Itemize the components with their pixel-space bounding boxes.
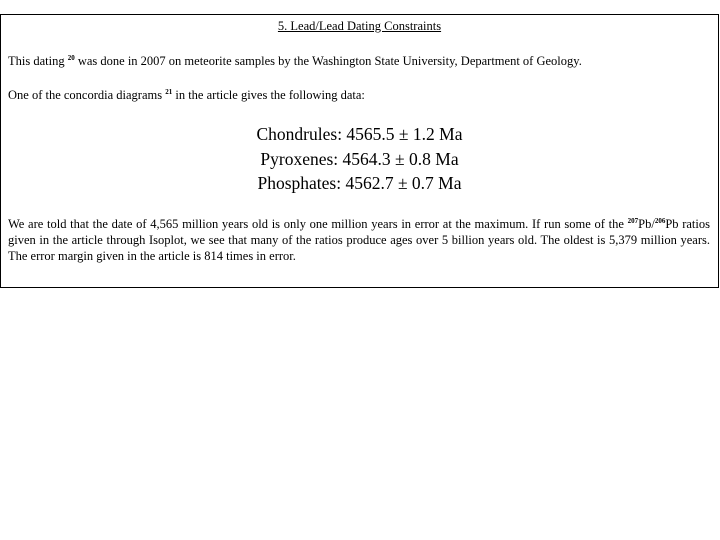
isotope-206: 206 bbox=[654, 216, 666, 225]
result-chondrules: Chondrules: 4565.5 ± 1.2 Ma bbox=[256, 124, 463, 144]
lead-label-1: Pb/ bbox=[638, 217, 655, 231]
footnote-ref-20: 20 bbox=[67, 53, 75, 62]
intro-text-end: was done in 2007 on meteorite samples by the Washington State University, Department of Geology. bbox=[74, 54, 582, 68]
intro-paragraph bbox=[8, 53, 710, 69]
footnote-ref-21: 21 bbox=[165, 87, 173, 96]
dating-results bbox=[1, 122, 718, 196]
section-title-text: 5. Lead/Lead Dating Constraints bbox=[277, 19, 442, 33]
intro-text-start: This dating bbox=[8, 54, 68, 68]
concordia-text-end: in the article gives the following data: bbox=[172, 88, 365, 102]
error-text-start: We are told that the date of 4,565 million years old is only one million years in error at the maximum. If run some of the bbox=[8, 217, 628, 231]
section-title bbox=[1, 19, 718, 34]
error-text-end: ratios given in the article through Isoplot, we see that many of the ratios produce ages over 5 billion years old. The oldest is 5,379 million years. The error margin given in the article is 814 times in error. bbox=[8, 217, 710, 263]
concordia-paragraph bbox=[8, 87, 710, 103]
concordia-text-start: One of the concordia diagrams bbox=[8, 88, 166, 102]
isotope-207: 207 bbox=[627, 216, 639, 225]
result-pyroxenes: Pyroxenes: 4564.3 ± 0.8 Ma bbox=[260, 148, 459, 169]
document-frame bbox=[0, 14, 719, 288]
error-analysis-paragraph bbox=[8, 216, 710, 264]
result-phosphates: Phosphates: 4562.7 ± 0.7 Ma bbox=[257, 173, 462, 193]
lead-label-2: Pb bbox=[665, 217, 679, 231]
